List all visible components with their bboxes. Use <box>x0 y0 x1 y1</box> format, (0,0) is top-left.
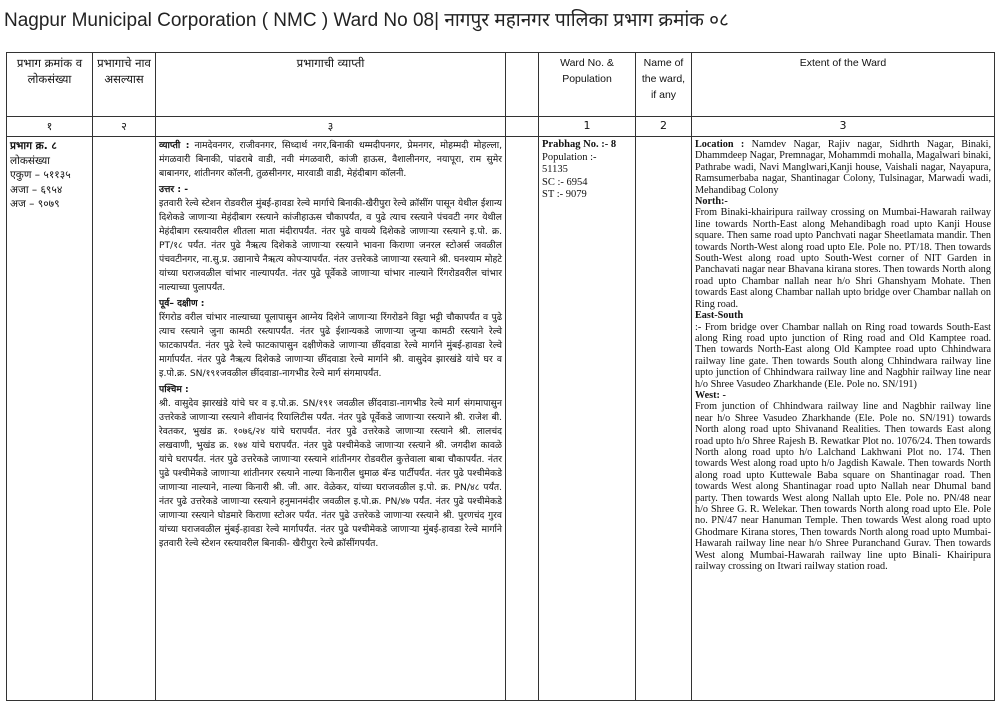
header-row <box>7 53 995 117</box>
mr-extent-label: व्याप्ती : <box>159 140 190 151</box>
en-population-sc: SC :- 6954 <box>542 176 588 188</box>
mr-population-sc: अजा – ६९५४ <box>10 183 63 196</box>
mr-north-label: उत्तर : - <box>159 184 189 195</box>
en-extent-cell <box>692 137 995 701</box>
page-title: Nagpur Municipal Corporation ( NMC ) Ward No 08| नागपुर महानगर पालिका प्रभाग क्रमांक ०८ <box>4 10 729 31</box>
header-en-ward-name: Name of the ward, if any <box>636 53 692 117</box>
en-west-label: West: - <box>695 389 726 401</box>
en-ward-name-cell <box>636 137 692 701</box>
mr-ward-number: प्रभाग क्र. ८ <box>10 140 57 152</box>
en-population-label: Population :- <box>542 151 597 163</box>
mr-ward-name-cell <box>93 137 156 701</box>
en-ward-number: Prabhag No. :- 8 <box>542 139 617 150</box>
col-number-mr-2: २ <box>93 117 156 137</box>
en-location-text: Namdev Nagar, Rajiv nagar, Sidhrth Nagar, Binaki, Dhammdeep Nagar, Premnagar, Mohammdi mohalla, Magalwari binaki, Pathrabe wadi, Navi Manglwari,Kanji house, Vaishali nagar, Nayapura, Ramsumerbaba nagar, Shantinagar Colony, Tulsinagar, Marwadi wadi, Mehandibag Colony <box>695 139 991 196</box>
ward-table <box>6 52 995 701</box>
ward-detail-row <box>7 137 995 701</box>
col-number-en-1: 1 <box>539 117 636 137</box>
mr-north-text: इतवारी रेल्वे स्टेशन रोडवरील मुंबई-हावडा रेल्वे मार्गाचे बिनाकी-खैरीपुरा रेल्वे क्रॉसींग पासून येथील ईशान्य दिशेकडे जाणाऱ्या मेहंदीबाग रस्त्याने कांजीहाऊस चौकापर्यंत, व पुढे त्याच रस्त्याने पंचवटी नगर येथील मेहंदीबाग रस्त्यावरील शीतला माता मंदीरापर्यंत. नंतर पुढे वायव्ये दिशेकडे जाणाऱ्या रस्त्याने इ.पो. क्र. PT/१८ पर्यंत. नंतर पुढे नैऋत्य दिशेकडे जाणाऱ्या रस्त्याने भावना किराणा जनरल स्टोअर्स जवळील पंचवटीनगर, ना.सु.प्र. उद्यानाचे नैऋत्य कोपऱ्यापर्यंत. नंतर उत्तरेकडे जाणाऱ्या रस्त्याने श्री. घनश्याम मोहटे यांच्या घराजवळील चांभार नाल्यापर्यंत. नंतर पुढे पूर्वेकडे जाणाऱ्या चांभार नाल्याने रिंगरोडवरील चांभार नाल्याच्या पुलापर्यंत. <box>159 198 502 293</box>
header-mr-ward-name: प्रभागाचे नाव असल्यास <box>93 53 156 117</box>
mr-west-text: श्री. वासुदेव झारखंडे यांचे घर व इ.पो.क्र. SN/१९१ जवळील छींदवाडा-नागभीड रेल्वे मार्ग संगमापासुन उत्तरेकडे जाणाऱ्या रस्त्याने शीवानंद रियालिटीस पर्यंत. नंतर पुढे पूर्वेकडे जाणाऱ्या रस्त्याने श्री. राजेश बी. रेवतकर, भुखंड क्र. १०७६/२४ यांचे घरापर्यंत. नंतर पुढे उत्तरेकडे जाणाऱ्या रस्त्याने श्री. लालचंद लखवाणी, भुखंड क्र. १७४ यांचे घरापर्यंत. नंतर पुढे पश्चीमेकडे जाणाऱ्या रस्त्याने श्री. जगदीश कावळे यांचे घरापर्यंत. नंतर पुढे उत्तरेकडे जाणाऱ्या रस्त्याने शांतीनगर रोडवरील कुत्तेवाला बाबा चौकापर्यंत. नंतर पुढे पश्चीमेकडे जाणाऱ्या शांतीनगर रस्त्याने नाल्या किनारील धुमाळ बॅन्ड पार्टीपर्यंत. नंतर पुढे पश्चीमेकडे जाणाऱ्या नाल्याने, नाल्या किनारी श्री. जी. आर. वेळेकर, यांच्या घराजवळील इ.पो. क्र. PN/४८ पर्यंत. नंतर पुढे उत्तरेकडे जाणाऱ्या रस्त्याने हनुमानमंदीर जवळील इ.पो.क्र. PN/४७ पर्यंत. नंतर पुढे पश्चीमेकडे जाणाऱ्या रस्त्याने घोडमारे किराणा स्टोअर पर्यंत. नंतर पुढे उत्तरेकडे जाणाऱ्या रस्त्याने श्री. पुरणचंद गुरव यांच्या घराजवळील मुंबई-हावडा रेल्वे मार्गापर्यंत. नंतर पुढे पश्चीमेकडे जाणाऱ्या मुंबई-हावडा रेल्वे मार्गाने इतवारी रेल्वे स्टेशन रस्त्यावरील बिनाकी- खैरीपुरा रेल्वे क्रॉसींगपर्यंत. <box>159 398 502 549</box>
separator-column <box>506 117 539 137</box>
mr-extent-cell <box>156 137 506 701</box>
header-en-extent: Extent of the Ward <box>692 53 995 117</box>
en-east-south-text: :- From bridge over Chambar nallah on Ring road towards South-East along Ring road upto junction of Ring road and Old Kamptee road. Then towards North-East along Old Kamptee road upto Chhindwara railway line gate. Then towards South along Chhindwara railway line upto junction of Chhindwara railway line and Nagbhir railway line near h/o Shree Vasudeo Zharkhande (Ele. Pole no. SN/191) <box>695 321 991 390</box>
en-population-total: 51135 <box>542 164 568 175</box>
mr-population-st: अज – ९०७९ <box>10 198 60 210</box>
en-location-label: Location : <box>695 139 745 150</box>
mr-east-south-label: पूर्व– दक्षीण : <box>159 298 205 309</box>
en-population-st: ST :- 9079 <box>542 189 587 200</box>
column-number-row <box>7 117 995 137</box>
en-north-text: From Binaki-khairipura railway crossing on Mumbai-Hawarah railway line towards North-East along Mehandibagh road upto Kanji House square. Then same road upto Panchvati nagar Sheetlamata mandir. Then towards North-West along road upto Ele. Pole no. PT/18. Then towards South-West along road upto South-West corner of NIT Garden in Panchavati nagar near Bhavana kirana stores. Then towards North along road upto Chambar nallah near h/o Shri Ghanshyam Mohate. Then towards East along Chambar nallah upto bridge over Chambar nallah on Ring road. <box>695 207 991 310</box>
separator-column <box>506 53 539 117</box>
en-east-south-label: East-South <box>695 310 744 322</box>
col-number-en-2: 2 <box>636 117 692 137</box>
en-west-text: From junction of Chhindwara railway line and Nagbhir railway line near h/o Shree Vasudeo Zharkhande (Ele. Pole no. SN/191) towards North along road upto Shivanand Realities. Then towards East along road upto h/o Shree Rajesh B. Rewatkar Plot no. 1076/24. Then towards North along road upto h/o Lalchand Lakhwani Plot no. 174. Then towards West along road upto h/o Jagdish Kawale. Then towards North along road upto Kuttewale Baba square on Shantinagar road. Then towards West along Shantinagar road upto Nallah near Dhumal band party. Then towards West along Nallah upto Ele. Pole no. PN/48 near h/o Shree G. R. Welekar. Then towards North along road upto Ele. Pole no. PN/47 near Hanuman Temple. Then towards West along road upto Ghodmare Kirana stores, Then towards North along road upto Mumbai-Hawarah railway line near h/o Shree Puranchand Gurav. Then towards West along Mumbai-Hawarah railway line upto Binali- Khairipura railway crossing on Itwari railway station road. <box>695 401 991 573</box>
col-number-mr-3: ३ <box>156 117 506 137</box>
mr-population-label: लोकसंख्या <box>10 154 50 167</box>
en-ward-population-cell <box>539 137 636 701</box>
header-mr-ward-population: प्रभाग क्रमांक व लोकसंख्या <box>7 53 93 117</box>
separator-column <box>506 137 539 701</box>
en-north-label: North:- <box>695 196 728 208</box>
mr-ward-population-cell <box>7 137 93 701</box>
mr-east-south-text: रिंगरोड वरील चांभार नाल्याच्या पूलापासुन आग्नेय दिशेने जाणाऱ्या रिंगरोडने विट्टा भट्टी चौकापर्यंत व पुढे त्याच रस्त्याने जुना कामठी रस्त्यापर्यंत. नंतर पुढे ईशान्यकडे जाणाऱ्या जुन्या कामठी रस्त्याने रेल्वे फाटकापर्यंत. नंतर पुढे रेल्वे फाटकापासुन दक्षीणेकडे जाणाऱ्या छींदवाडा रेल्वे मार्गाने मुंबई-हावडा रेल्वे मार्गापर्यंत. नंतर पुढे नैऋत्य दिशेकडे जाणाऱ्या छींदवाडा रेल्वे मार्गाने श्री. वासुदेव झारखंडे यांचे घर व इ.पो.क्र. SN/१९१जवळील छींदवाडा-नागभीड रेल्वे मार्ग संगमापर्यंत. <box>159 312 502 379</box>
mr-population-total: एकुण – ५११३५ <box>10 169 71 181</box>
header-mr-extent: प्रभागाची व्याप्ती <box>156 53 506 117</box>
mr-west-label: पश्चिम : <box>159 384 189 395</box>
col-number-en-3: 3 <box>692 117 995 137</box>
header-en-ward-population: Ward No. & Population <box>539 53 636 117</box>
col-number-mr-1: १ <box>7 117 93 137</box>
mr-extent-text: नामदेवनगर, राजीवनगर, सिध्दार्थ नगर,बिनाकी धम्मदीपनगर, प्रेमनगर, मोहम्मदी मोहल्ला, मंगळवारी बिनाकी, पांढराबे वाडी, नवी मंगळवारी, कांजी हाऊस, वैशालीनगर, नयापूरा, राम सुमेर बाबानगर, शांतीनगर कॉलनी, तुळसीनगर, मारवाडी वाडी, मेहंदीबाग कॉलनी. <box>159 140 502 179</box>
